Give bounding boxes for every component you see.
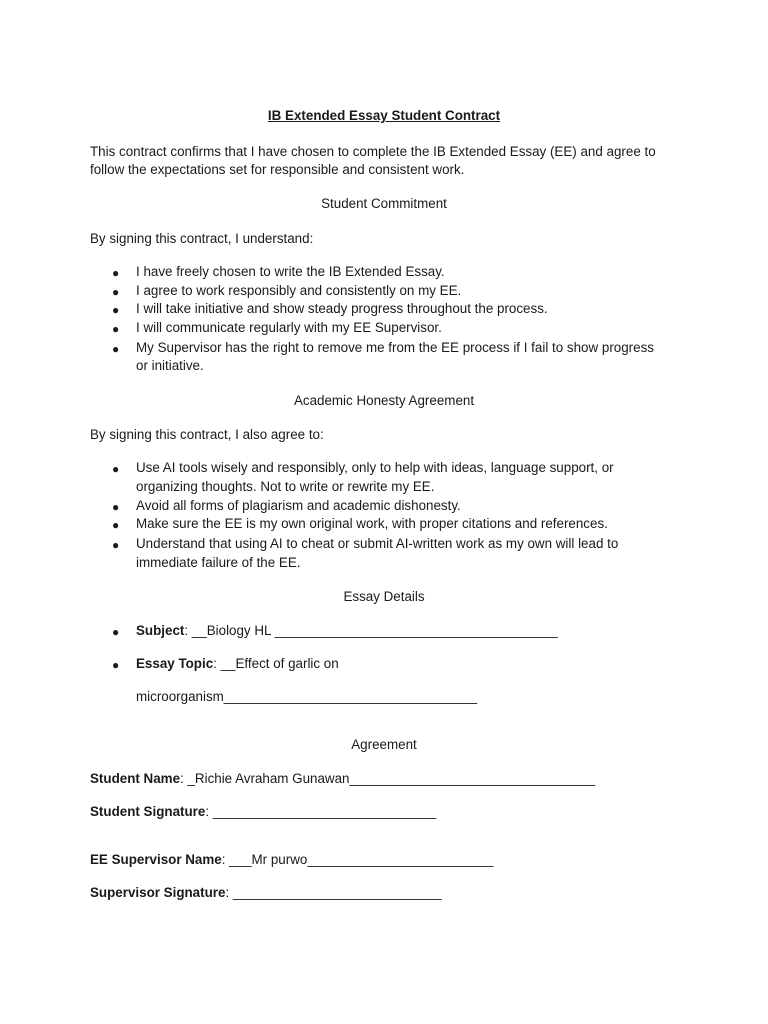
list-item-text: I will take initiative and show steady progress throughout the process. (136, 301, 548, 316)
bullet-icon: ● (112, 303, 120, 317)
bullet-icon: ● (112, 518, 120, 532)
bullet-icon: ● (112, 462, 120, 476)
bullet-icon: ● (112, 625, 120, 639)
list-item-text: Make sure the EE is my own original work, with proper citations and references. (136, 516, 608, 531)
student-name-value: : _Richie Avraham Gunawan_________________________________ (180, 771, 596, 786)
student-name-field (90, 770, 595, 788)
bullet-icon: ● (112, 342, 120, 356)
topic-value-continued: microorganism__________________________________ (136, 689, 478, 704)
student-name-label: Student Name (90, 771, 181, 786)
bullet-icon: ● (112, 538, 120, 552)
bullet-icon: ● (112, 658, 120, 672)
student-signature-field (90, 803, 436, 821)
section-heading-details: Essay Details (343, 589, 425, 604)
section-heading-honesty: Academic Honesty Agreement (293, 393, 475, 408)
supervisor-signature-field (90, 884, 441, 902)
topic-value: : __Effect of garlic on (213, 656, 339, 671)
list-item-text: Understand that using AI to cheat or submit AI-written work as my own will lead to (136, 536, 619, 551)
list-item-text: I will communicate regularly with my EE Supervisor. (136, 320, 442, 335)
supervisor-name-value: : ___Mr purwo_________________________ (221, 852, 494, 867)
section-heading-commitment: Student Commitment (321, 196, 447, 211)
list-item-text-cont: immediate failure of the EE. (136, 555, 301, 570)
supervisor-name-field (90, 851, 494, 869)
bullet-icon: ● (112, 266, 120, 280)
student-signature-value: : ______________________________ (205, 804, 437, 819)
document-title: IB Extended Essay Student Contract (267, 108, 501, 123)
list-item-text: Use AI tools wisely and responsibly, only to help with ideas, language support, or (136, 460, 614, 475)
list-item-text: I have freely chosen to write the IB Extended Essay. (136, 264, 445, 279)
topic-label: Essay Topic (136, 656, 214, 671)
bullet-icon: ● (112, 500, 120, 514)
section-heading-agreement: Agreement (351, 737, 417, 752)
commitment-lead: By signing this contract, I understand: (90, 231, 314, 246)
list-item-text: I agree to work responsibly and consistently on my EE. (136, 283, 462, 298)
bullet-icon: ● (112, 285, 120, 299)
list-item-text-cont: or initiative. (136, 358, 204, 373)
student-signature-label: Student Signature (90, 804, 206, 819)
intro-line-1: This contract confirms that I have chosen to complete the IB Extended Essay (EE) and agree to (90, 144, 656, 159)
supervisor-signature-label: Supervisor Signature (90, 885, 226, 900)
subject-field (136, 622, 558, 640)
list-item-text: Avoid all forms of plagiarism and academic dishonesty. (136, 498, 461, 513)
subject-label: Subject (136, 623, 185, 638)
list-item-text-cont: organizing thoughts. Not to write or rewrite my EE. (136, 479, 435, 494)
supervisor-name-label: EE Supervisor Name (90, 852, 222, 867)
list-item-text: My Supervisor has the right to remove me from the EE process if I fail to show progress (136, 340, 654, 355)
supervisor-signature-value: : ____________________________ (225, 885, 442, 900)
subject-value: : __Biology HL ______________________________________ (184, 623, 558, 638)
intro-line-2: follow the expectations set for responsible and consistent work. (90, 162, 465, 177)
honesty-lead: By signing this contract, I also agree to: (90, 427, 324, 442)
bullet-icon: ● (112, 322, 120, 336)
topic-field (136, 655, 339, 673)
